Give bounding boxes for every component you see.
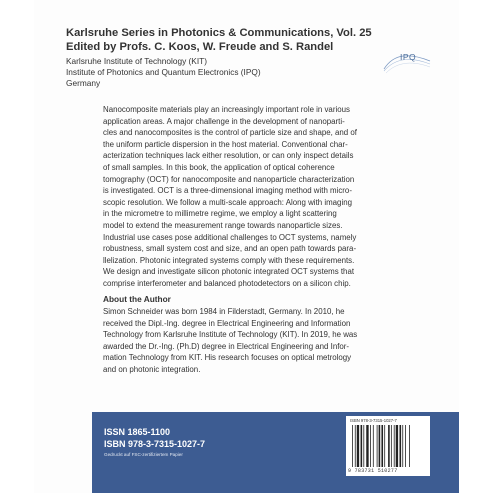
about-line: awarded the Dr.-Ing. (Ph.D) degree in Electrical Engineering and Infor-: [103, 341, 350, 351]
barcode-bar: [366, 425, 368, 467]
affiliation-line: Karlsruhe Institute of Technology (KIT): [66, 56, 207, 66]
abstract-line: Industrial use cases pose additional challenges to OCT systems, namely: [103, 232, 357, 242]
about-line: mation Technology from KIT. His research focuses on optical metrology: [103, 353, 352, 363]
abstract-line: scopic resolution. We follow a multi-scale approach: Along with imaging: [103, 197, 352, 207]
about-author-heading: About the Author: [103, 294, 171, 304]
abstract-text: [103, 104, 427, 290]
barcode-bar: [405, 425, 406, 467]
editors-line: Edited by Profs. C. Koos, W. Freude and S. Randel: [66, 41, 334, 53]
logo-text: IPQ: [400, 52, 417, 62]
issn-block: [104, 426, 205, 450]
barcode-bar: [352, 425, 353, 467]
about-line: and on photonic integration.: [103, 364, 201, 374]
series-line: Karlsruhe Series in Photonics & Communications, Vol. 25: [66, 27, 372, 39]
abstract-line: acterization techniques lack either resolution, or can only inspect details: [103, 151, 354, 161]
barcode-bar: [384, 425, 385, 467]
about-line: received the Dipl.-Ing. degree in Electrical Engineering and Information: [103, 318, 351, 328]
paper-note: Gedruckt auf FSC-zertifiziertem Papier: [104, 452, 183, 457]
affiliation-block: [66, 56, 366, 89]
abstract-line: robustness, small system cost and size, and an open path towards para-: [103, 244, 357, 254]
barcode-isbn: ISBN 978-3-7315-1027-7: [350, 418, 397, 423]
barcode-bar: [388, 425, 390, 467]
abstract-line: in the micrometre to millimetre regime, we employ a light scattering: [103, 209, 337, 219]
barcode-bar: [357, 425, 359, 467]
abstract-line: llelization. Photonic integrated systems comply with these requirements.: [103, 255, 355, 265]
barcode-bar: [381, 425, 383, 467]
abstract-line: Nanocomposite materials play an increasingly important role in various: [103, 105, 350, 114]
affiliation-line: Germany: [66, 78, 101, 88]
barcode-bar: [377, 425, 378, 467]
abstract-line: of small samples. In this book, the application of optical coherence: [103, 162, 335, 172]
abstract-line: model to extend the measurement range towards nanoparticle sizes.: [103, 220, 343, 230]
abstract-line: We design and investigate silicon photonic integrated OCT systems that: [103, 267, 355, 277]
series-title: [66, 26, 426, 54]
about-line: Technology from Karlsruhe Institute of Technology (KIT). In 2019, he was: [103, 330, 358, 340]
barcode-bars-icon: [350, 425, 426, 467]
abstract-line: is investigated. OCT is a three-dimensional imaging method with micro-: [103, 186, 352, 196]
affiliation-line: Institute of Photonics and Quantum Electronics (IPQ): [66, 67, 261, 77]
barcode-bar: [402, 425, 403, 467]
barcode-bar: [394, 425, 395, 467]
barcode-bar: [409, 425, 410, 467]
barcode-bar: [379, 425, 381, 467]
isbn-number: ISBN 978-3-7315-1027-7: [104, 439, 206, 449]
barcode-bar: [370, 425, 371, 467]
abstract-line: the uniform particle dispersion in the host material. Conventional char-: [103, 139, 348, 149]
abstract-line: application areas. A major challenge in the development of nanoparti-: [103, 116, 345, 126]
barcode-bar: [396, 425, 398, 467]
barcode-bar: [355, 425, 356, 467]
abstract-line: tomography (OCT) for nanocomposite and nanoparticle characterization: [103, 174, 355, 184]
about-author-text: [103, 306, 429, 376]
barcode-bar: [391, 425, 392, 467]
barcode-bar: [373, 425, 374, 467]
barcode-digits: 9 783731 510277: [348, 468, 398, 474]
barcode-bar: [361, 425, 363, 467]
barcode: [346, 416, 430, 476]
barcode-bar: [400, 425, 402, 467]
abstract-line: comprise interferometer and balanced photodetectors on a silicon chip.: [103, 278, 351, 288]
barcode-bar: [363, 425, 364, 467]
about-line: Simon Schneider was born 1984 in Filderstadt, Germany. In 2010, he: [103, 307, 345, 316]
issn-number: ISSN 1865-1100: [104, 427, 171, 437]
abstract-line: cles and nanocomposites is the control of particle size and shape, and of: [103, 128, 357, 138]
